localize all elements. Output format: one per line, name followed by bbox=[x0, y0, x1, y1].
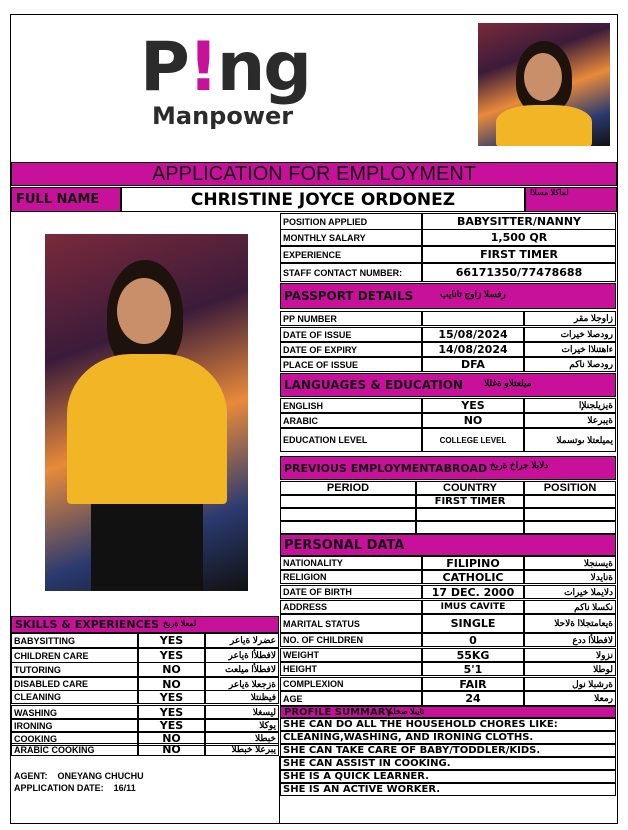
personal-value-5: 0 bbox=[422, 633, 524, 647]
previous-cell-0-0 bbox=[280, 495, 416, 508]
ping-logo bbox=[140, 28, 410, 134]
previous-cell-0-1: FIRST TIMER bbox=[416, 495, 524, 508]
application-date-value: 16/11 bbox=[113, 783, 136, 793]
passport-ar-2: ءاهتنلاا خيرات bbox=[524, 342, 616, 357]
personal-value-2: 17 DEC. 2000 bbox=[422, 585, 524, 599]
passport-label-0: PP NUMBER bbox=[280, 311, 422, 326]
summary-line-3: SHE CAN ASSIST IN COOKING. bbox=[280, 757, 616, 770]
personal-data-title: PERSONAL DATA bbox=[280, 534, 616, 556]
language-label-1: ARABIC bbox=[280, 413, 422, 428]
position-value-3: 66171350/77478688 bbox=[422, 263, 616, 282]
form-title: APPLICATION FOR EMPLOYMENT bbox=[11, 162, 617, 186]
previous-cell-1-0 bbox=[280, 508, 416, 521]
personal-label-7: HEIGHT bbox=[280, 662, 422, 676]
summary-line-0: SHE CAN DO ALL THE HOUSEHOLD CHORES LIKE: bbox=[280, 718, 616, 731]
skills-title: SKILLS & EXPERIENCES bbox=[11, 616, 279, 633]
previous-cell-2-0 bbox=[280, 521, 416, 534]
personal-ar-4: ةيعامتجلاا ةلاحلا bbox=[524, 614, 616, 633]
personal-value-4: SINGLE bbox=[422, 614, 524, 633]
agent-value: ONEYANG CHUCHU bbox=[57, 771, 144, 781]
personal-value-1: CATHOLIC bbox=[422, 570, 524, 584]
language-value-2: COLLEGE LEVEL bbox=[422, 428, 524, 452]
previous-cell-1-2 bbox=[524, 508, 616, 521]
full-name-value: CHRISTINE JOYCE ORDONEZ bbox=[121, 187, 525, 212]
skill-label-1: CHILDREN CARE bbox=[11, 648, 138, 663]
previous-header-1: COUNTRY bbox=[416, 481, 524, 495]
previous-cell-2-2 bbox=[524, 521, 616, 534]
personal-label-2: DATE OF BIRTH bbox=[280, 585, 422, 599]
language-value-0: YES bbox=[422, 398, 524, 413]
personal-ar-7: لوطلا bbox=[524, 662, 616, 676]
position-value-1: 1,500 QR bbox=[422, 229, 616, 246]
skill-label-6: IRONING bbox=[11, 718, 138, 733]
language-ar-2: يميلعتلا ىوتسملا bbox=[524, 428, 616, 452]
summary-line-4: SHE IS A QUICK LEARNER. bbox=[280, 770, 616, 783]
skill-ar-6: يوكلا bbox=[205, 718, 279, 733]
personal-value-6: 55KG bbox=[422, 648, 524, 662]
skill-ar-3: ةزجعلا ةياعر bbox=[205, 677, 279, 691]
personal-value-0: FILIPINO bbox=[422, 556, 524, 570]
passport-value-3: DFA bbox=[422, 357, 524, 372]
full-name-ar: لماكلا مسلاا bbox=[525, 187, 617, 212]
skill-value-0: YES bbox=[138, 633, 205, 648]
skill-ar-5: ليسغلا bbox=[205, 705, 279, 720]
skill-label-4: CLEANING bbox=[11, 690, 138, 704]
skill-value-8: NO bbox=[138, 743, 205, 756]
summary-line-5: SHE IS AN ACTIVE WORKER. bbox=[280, 783, 616, 796]
skill-ar-8: يبرعلا خبطلا bbox=[205, 743, 279, 756]
previous-employment-title-ar: دلابلا جراخ ةربخ bbox=[490, 460, 549, 470]
passport-title: PASSPORT DETAILS bbox=[280, 283, 616, 309]
position-label-3: STAFF CONTACT NUMBER: bbox=[280, 263, 422, 282]
personal-value-9: 24 bbox=[422, 691, 524, 706]
skill-value-7: NO bbox=[138, 731, 205, 746]
language-ar-1: ةيبرعلا bbox=[524, 413, 616, 428]
passport-ar-1: رودصلا خيرات bbox=[524, 327, 616, 342]
passport-value-2: 14/08/2024 bbox=[422, 342, 524, 357]
personal-label-6: WEIGHT bbox=[280, 648, 422, 662]
passport-ar-3: رودصلا ناكم bbox=[524, 357, 616, 372]
previous-employment-title: PREVIOUS EMPLOYMENTABROAD bbox=[280, 456, 616, 480]
previous-header-0: PERIOD bbox=[280, 481, 416, 495]
skill-ar-7: خبطلا bbox=[205, 731, 279, 746]
passport-title-ar: رفسلا زاوج تانايب bbox=[440, 289, 506, 299]
skill-label-3: DISABLED CARE bbox=[11, 677, 138, 691]
position-label-1: MONTHLY SALARY bbox=[280, 229, 422, 246]
applicant-photo-small bbox=[478, 23, 610, 146]
personal-ar-6: نزولا bbox=[524, 648, 616, 662]
profile-summary-title: PROFILE SUMMARY bbox=[280, 706, 616, 718]
applicant-photo-large bbox=[45, 234, 248, 591]
position-label-0: POSITION APPLIED bbox=[280, 213, 422, 230]
application-date-line bbox=[14, 783, 136, 793]
agent-line bbox=[14, 771, 144, 781]
skill-label-5: WASHING bbox=[11, 705, 138, 720]
previous-cell-2-1 bbox=[416, 521, 524, 534]
previous-cell-0-2 bbox=[524, 495, 616, 508]
personal-ar-9: رمعلا bbox=[524, 691, 616, 706]
languages-title: LANGUAGES & EDUCATION bbox=[280, 373, 616, 397]
personal-label-1: RELIGION bbox=[280, 570, 422, 584]
passport-label-3: PLACE OF ISSUE bbox=[280, 357, 422, 372]
skill-label-7: COOKING bbox=[11, 731, 138, 746]
skill-value-2: NO bbox=[138, 662, 205, 677]
position-label-2: EXPERIENCE bbox=[280, 246, 422, 263]
summary-line-2: SHE CAN TAKE CARE OF BABY/TODDLER/KIDS. bbox=[280, 744, 616, 757]
full-name-label: FULL NAME bbox=[11, 187, 121, 212]
skill-ar-2: لافطلأا ميلعت bbox=[205, 662, 279, 677]
skill-value-5: YES bbox=[138, 705, 205, 720]
skill-value-1: YES bbox=[138, 648, 205, 663]
previous-header-2: POSITION bbox=[524, 481, 616, 495]
language-label-2: EDUCATION LEVEL bbox=[280, 428, 422, 452]
personal-label-3: ADDRESS bbox=[280, 600, 422, 614]
skills-title-ar: لمعلا ةربخ bbox=[163, 619, 197, 628]
skill-ar-0: عضرلا ةياعر bbox=[205, 633, 279, 648]
agent-label: AGENT: bbox=[14, 771, 48, 781]
personal-ar-8: ةرشبلا نول bbox=[524, 677, 616, 691]
application-date-label: APPLICATION DATE: bbox=[14, 783, 104, 793]
profile-summary-title-ar: تايبلا صخلم bbox=[388, 707, 425, 716]
personal-label-8: COMPLEXION bbox=[280, 677, 422, 691]
previous-cell-1-1 bbox=[416, 508, 524, 521]
passport-label-2: DATE OF EXPIRY bbox=[280, 342, 422, 357]
skill-ar-4: فيظنتلا bbox=[205, 690, 279, 704]
personal-value-3: IMUS CAVITE bbox=[422, 600, 524, 614]
personal-label-5: NO. OF CHILDREN bbox=[280, 633, 422, 647]
passport-value-0 bbox=[422, 311, 524, 326]
personal-ar-0: ةيسنجلا bbox=[524, 556, 616, 570]
skill-value-3: NO bbox=[138, 677, 205, 691]
skill-value-6: YES bbox=[138, 718, 205, 733]
language-label-0: ENGLISH bbox=[280, 398, 422, 413]
position-value-2: FIRST TIMER bbox=[422, 246, 616, 263]
languages-title-ar: ميلعتلاو ةغللا bbox=[484, 378, 532, 388]
personal-ar-5: لافطلأا ددع bbox=[524, 633, 616, 647]
skill-label-2: TUTORING bbox=[11, 662, 138, 677]
personal-ar-3: نكسلا ناكم bbox=[524, 600, 616, 614]
personal-ar-1: ةنايدلا bbox=[524, 570, 616, 584]
summary-line-1: CLEANING,WASHING, AND IRONING CLOTHS. bbox=[280, 731, 616, 744]
personal-label-9: AGE bbox=[280, 691, 422, 706]
passport-ar-0: زاوجلا مقر bbox=[524, 311, 616, 326]
language-value-1: NO bbox=[422, 413, 524, 428]
personal-value-7: 5'1 bbox=[422, 662, 524, 676]
personal-label-4: MARITAL STATUS bbox=[280, 614, 422, 633]
passport-label-1: DATE OF ISSUE bbox=[280, 327, 422, 342]
personal-value-8: FAIR bbox=[422, 677, 524, 691]
personal-ar-2: دلايملا خيرات bbox=[524, 585, 616, 599]
position-value-0: BABYSITTER/NANNY bbox=[422, 213, 616, 230]
skill-value-4: YES bbox=[138, 690, 205, 704]
logo-sub: Manpower bbox=[152, 102, 294, 130]
skill-label-8: ARABIC COOKING bbox=[11, 743, 138, 756]
language-ar-0: ةيزيلجنلإا bbox=[524, 398, 616, 413]
passport-value-1: 15/08/2024 bbox=[422, 327, 524, 342]
logo-word: P!ng bbox=[140, 28, 310, 107]
skill-ar-1: لافطلأا ةياعر bbox=[205, 648, 279, 663]
skill-label-0: BABYSITTING bbox=[11, 633, 138, 648]
personal-label-0: NATIONALITY bbox=[280, 556, 422, 570]
